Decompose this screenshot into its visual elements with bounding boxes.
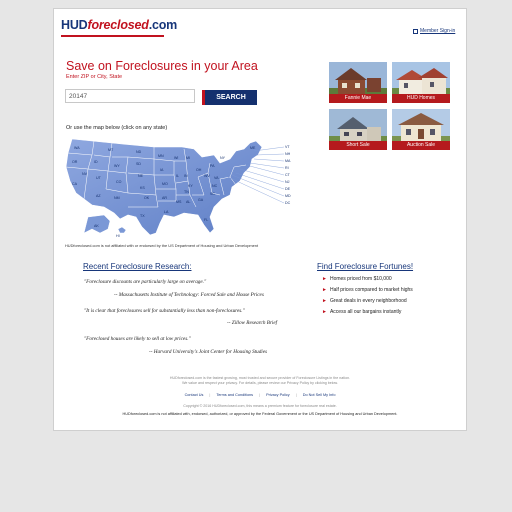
search-button[interactable]: SEARCH [202,90,257,105]
arrow-right-icon: ► [322,276,327,282]
state-label-sc[interactable]: SC [210,192,215,196]
research-source: -- Massachusetts Institute of Technology: Forced Sale and House Prices [114,292,264,298]
state-label-me[interactable]: ME [250,146,256,150]
state-label-ne[interactable]: NE [138,174,143,178]
logo-underline [61,35,164,37]
state-label-nd[interactable]: ND [136,150,142,154]
footer-link-terms[interactable]: Terms and Conditions [216,393,254,397]
state-label-pa[interactable]: PA [210,164,215,168]
research-source: -- Zillow Research Brief [227,320,278,326]
tile-auction-sale[interactable] [392,109,450,150]
state-label-in[interactable]: IN [184,174,188,178]
state-label-ky[interactable]: KY [188,184,193,188]
state-label-wv[interactable]: WV [204,174,210,178]
state-label-ca[interactable]: CA [72,182,77,186]
footer-link-do-not-sell[interactable]: Do Not Sell My Info [302,393,336,397]
fortunes-title[interactable]: Find Foreclosure Fortunes! [317,262,414,271]
state-label-il[interactable]: IL [176,174,179,178]
fortunes-item-label: Half prices compared to market highs [329,287,413,293]
state-label-va[interactable]: VA [214,176,219,180]
map-label: Or use the map below (click on any state) [66,125,168,131]
member-signin-link[interactable] [413,28,455,34]
arrow-right-icon: ► [322,298,327,304]
state-label-wi[interactable]: WI [174,156,179,160]
state-label-co[interactable]: CO [116,180,122,184]
state-label-fl[interactable]: FL [204,218,209,222]
footer-line2: We value and respect your privacy. For details, please review our Privacy Policy by clicking below. [182,381,338,385]
state-label-nc[interactable]: NC [212,184,218,188]
tile-caption: Auction Sale [392,141,450,150]
zip-input[interactable] [65,89,195,103]
us-state-map[interactable] [64,137,296,241]
state-label-ia[interactable]: IA [160,168,164,172]
state-label-ak[interactable]: AK [94,224,99,228]
state-label-tn[interactable]: TN [184,190,189,194]
fortunes-item-label: Homes priced from $10,000 [329,276,392,282]
tile-short-sale[interactable] [329,109,387,150]
tile-caption: Short Sale [329,141,387,150]
callout-ma[interactable]: MA [285,159,291,163]
state-label-sd[interactable]: SD [136,162,141,166]
state-label-or[interactable]: OR [72,160,78,164]
state-label-nm[interactable]: NM [114,196,120,200]
state-label-ok[interactable]: OK [144,196,150,200]
state-label-mn[interactable]: MN [158,154,164,158]
arrow-right-icon: ► [322,309,327,315]
state-label-ms[interactable]: MS [176,200,182,204]
state-label-mo[interactable]: MO [162,182,168,186]
footer-links [54,393,466,397]
callout-dc[interactable]: DC [285,201,291,205]
state-label-al[interactable]: AL [186,200,191,204]
map-disclaimer: HUDforeclosed.com is not affiliated with or endorsed by the US Department of Housing and Urban Development [65,243,259,248]
state-label-nv[interactable]: NV [82,172,87,176]
fortunes-item-label: Great deals in every neighborhood [329,298,407,304]
state-label-wy[interactable]: WY [114,164,120,168]
research-title[interactable]: Recent Foreclosure Research: [83,262,192,271]
footer-separator: | [295,393,297,397]
state-label-mt[interactable]: MT [108,148,114,152]
arrow-right-icon: ► [322,287,327,293]
tile-caption: HUD Homes [392,94,450,103]
state-label-ga[interactable]: GA [198,198,204,202]
site-logo[interactable] [61,18,177,32]
footer-line1: HUDforeclosed.com is the fastest growing, most trusted and secure provider of Foreclosure Listings in the nation. [169,376,351,380]
footer-link-privacy[interactable]: Privacy Policy [266,393,290,397]
research-quote: "It is clear that foreclosures sell for substantially less than non-foreclosures." [84,308,245,314]
research-quote: "Foreclosed houses are likely to sell at low prices." [84,336,191,342]
callout-ct[interactable]: CT [285,173,290,177]
fortunes-item [322,287,413,293]
fortunes-item [322,309,401,315]
footer-separator: | [209,393,211,397]
research-source: -- Harvard University's Joint Center for Housing Studies [149,349,268,355]
page-container [53,8,467,431]
state-label-oh[interactable]: OH [196,168,202,172]
fortunes-item [322,276,392,282]
callout-labels [285,145,291,205]
state-label-mi[interactable]: MI [186,156,190,160]
tile-hud-homes[interactable] [392,62,450,103]
logo-foreclosed: foreclosed [87,18,149,32]
callout-vt[interactable]: VT [285,145,290,149]
footer-disclaimer: HUDforeclosed.com is not affiliated with, endorsed, authorized, or approved by the Federal Government or the US Department of Housing and Urban Development. [122,412,398,416]
tile-fannie-mae[interactable] [329,62,387,103]
footer-copyright: Copyright © 2016 HUDforeclosed.com, this means a premium feature for foreclosure real estate. [183,404,337,408]
state-label-id[interactable]: ID [94,160,98,164]
callout-de[interactable]: DE [285,187,290,191]
state-label-az[interactable]: AZ [96,194,101,198]
state-label-tx[interactable]: TX [140,214,145,218]
callout-nj[interactable]: NJ [285,180,290,184]
callout-md[interactable]: MD [285,194,291,198]
zip-label: Enter ZIP or City, State [66,74,123,80]
logo-hud: HUD [61,18,88,32]
fortunes-item [322,298,407,304]
state-label-ny[interactable]: NY [220,156,225,160]
state-label-ks[interactable]: KS [140,186,145,190]
callout-ri[interactable]: RI [285,166,289,170]
fortunes-item-label: Access all our bargains instantly [329,309,402,315]
member-signin-label: Member Sign-in [420,28,456,34]
page-headline: Save on Foreclosures in your Area [66,59,258,73]
state-label-wa[interactable]: WA [74,146,80,150]
research-quote: "Foreclosure discounts are particularly large on average." [84,279,207,285]
login-icon [413,29,418,34]
state-label-la[interactable]: LA [164,210,169,214]
footer-link-contact[interactable]: Contact Us [184,393,204,397]
footer-separator: | [259,393,261,397]
state-label-ut[interactable]: UT [96,176,101,180]
logo-dotcom: .com [148,18,178,32]
callout-nh[interactable]: NH [285,152,291,156]
state-label-hi[interactable]: HI [116,234,120,238]
tile-caption: Fannie Mae [329,94,387,103]
state-label-ar[interactable]: AR [162,196,167,200]
